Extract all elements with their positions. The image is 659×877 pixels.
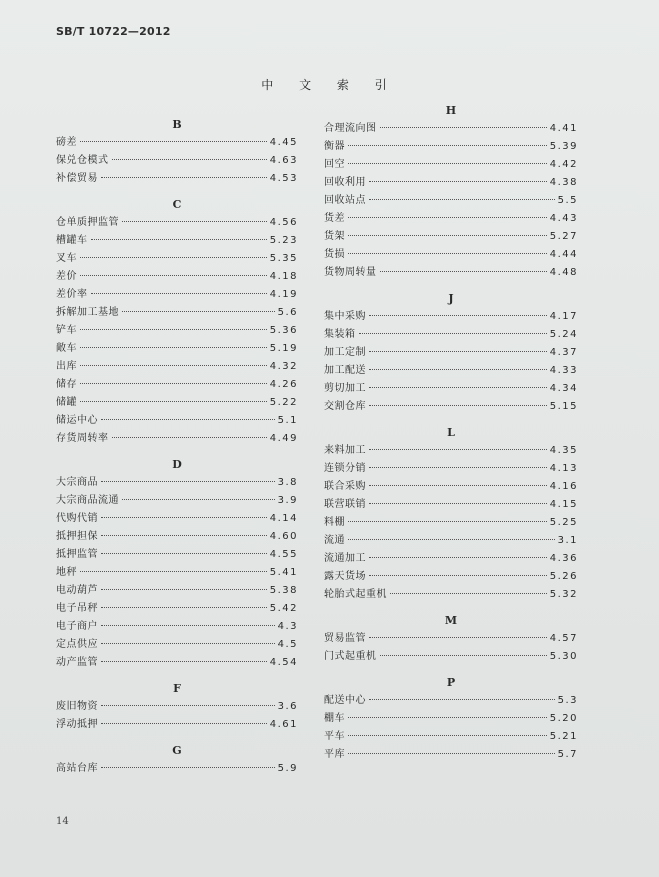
section-letter-d: D (172, 458, 182, 471)
index-entry (324, 174, 578, 192)
index-entry (324, 648, 578, 666)
index-term: 抵押监管 (56, 549, 98, 560)
clause-number: 5.3 (557, 695, 578, 706)
clause-number: 4.36 (549, 553, 578, 564)
clause-number: 4.32 (269, 361, 298, 372)
index-term: 衡器 (324, 141, 345, 152)
index-term: 补偿贸易 (56, 173, 98, 184)
index-term: 贸易监管 (324, 633, 366, 644)
index-entry (324, 460, 578, 478)
dot-leader (101, 723, 267, 724)
dot-leader (122, 311, 275, 312)
index-entry (56, 636, 298, 654)
section-letter-m: M (444, 614, 458, 627)
standard-number: SB/T 10722—2012 (56, 25, 171, 38)
dot-leader (80, 383, 267, 384)
index-entry (56, 268, 298, 286)
index-term: 电子吊秤 (56, 603, 98, 614)
index-entry (324, 496, 578, 514)
dot-leader (369, 637, 547, 638)
index-term: 仓单质押监管 (56, 217, 119, 228)
index-term: 加工配送 (324, 365, 366, 376)
index-term: 代购代销 (56, 513, 98, 524)
index-entry (56, 510, 298, 528)
section-letter-b: B (172, 118, 182, 131)
section-letter-c: C (172, 198, 182, 211)
dot-leader (359, 333, 547, 334)
index-term: 货物周转量 (324, 267, 377, 278)
index-term: 货架 (324, 231, 345, 242)
clause-number: 5.5 (557, 195, 578, 206)
index-title: 中 文 索 引 (261, 78, 398, 92)
clause-number: 5.24 (549, 329, 578, 340)
index-entry (324, 728, 578, 746)
clause-number: 3.9 (277, 495, 298, 506)
dot-leader (80, 329, 267, 330)
dot-leader (369, 387, 547, 388)
clause-number: 5.25 (549, 517, 578, 528)
clause-number: 4.57 (549, 633, 578, 644)
index-term: 联营联销 (324, 499, 366, 510)
clause-number: 5.1 (277, 415, 298, 426)
index-entry (56, 358, 298, 376)
clause-number: 4.16 (549, 481, 578, 492)
index-term: 合理流向图 (324, 123, 377, 134)
index-entry (56, 286, 298, 304)
dot-leader (369, 369, 547, 370)
index-entry (56, 152, 298, 170)
index-entry (56, 546, 298, 564)
index-entry (56, 304, 298, 322)
index-entry (324, 156, 578, 174)
index-column-left (56, 116, 298, 778)
dot-leader (369, 467, 547, 468)
index-term: 出库 (56, 361, 77, 372)
dot-leader (122, 499, 275, 500)
index-term: 电动葫芦 (56, 585, 98, 596)
clause-number: 4.48 (549, 267, 578, 278)
index-term: 剪切加工 (324, 383, 366, 394)
index-entry (324, 228, 578, 246)
dot-leader (101, 661, 267, 662)
index-entry (324, 138, 578, 156)
index-entry (324, 532, 578, 550)
clause-number: 5.21 (549, 731, 578, 742)
clause-number: 4.33 (549, 365, 578, 376)
index-term: 回收站点 (324, 195, 366, 206)
index-term: 棚车 (324, 713, 345, 724)
index-term: 电子商户 (56, 621, 98, 632)
index-entry (56, 250, 298, 268)
clause-number: 4.54 (269, 657, 298, 668)
dot-leader (80, 257, 267, 258)
clause-number: 5.9 (277, 763, 298, 774)
index-term: 配送中心 (324, 695, 366, 706)
dot-leader (101, 607, 267, 608)
clause-number: 4.37 (549, 347, 578, 358)
index-entry (324, 710, 578, 728)
index-entry (56, 376, 298, 394)
dot-leader (101, 481, 275, 482)
index-entry (324, 210, 578, 228)
index-entry (56, 698, 298, 716)
index-term: 集装箱 (324, 329, 356, 340)
dot-leader (369, 699, 555, 700)
index-entry (56, 618, 298, 636)
dot-leader (348, 521, 547, 522)
index-entry (56, 492, 298, 510)
clause-number: 4.15 (549, 499, 578, 510)
dot-leader (101, 517, 267, 518)
clause-number: 5.35 (269, 253, 298, 264)
dot-leader (80, 275, 267, 276)
clause-number: 4.63 (269, 155, 298, 166)
clause-number: 4.49 (269, 433, 298, 444)
dot-leader (101, 767, 275, 768)
index-term: 料棚 (324, 517, 345, 528)
index-term: 流通 (324, 535, 345, 546)
clause-number: 4.5 (277, 639, 298, 650)
index-entry (324, 380, 578, 398)
dot-leader (101, 589, 267, 590)
index-term: 叉车 (56, 253, 77, 264)
dot-leader (348, 539, 555, 540)
index-entry (324, 568, 578, 586)
index-term: 铲车 (56, 325, 77, 336)
dot-leader (348, 145, 547, 146)
dot-leader (101, 535, 267, 536)
index-entry (324, 692, 578, 710)
clause-number: 5.22 (269, 397, 298, 408)
dot-leader (369, 575, 547, 576)
clause-number: 5.32 (549, 589, 578, 600)
index-term: 平库 (324, 749, 345, 760)
clause-number: 5.15 (549, 401, 578, 412)
dot-leader (369, 503, 547, 504)
clause-number: 4.19 (269, 289, 298, 300)
index-term: 地秤 (56, 567, 77, 578)
clause-number: 4.38 (549, 177, 578, 188)
index-entry (56, 430, 298, 448)
dot-leader (101, 705, 275, 706)
clause-number: 5.42 (269, 603, 298, 614)
dot-leader (91, 239, 267, 240)
index-entry (324, 586, 578, 604)
clause-number: 4.18 (269, 271, 298, 282)
clause-number: 3.6 (277, 701, 298, 712)
clause-number: 5.26 (549, 571, 578, 582)
index-entry (56, 582, 298, 600)
dot-leader (369, 557, 547, 558)
index-entry (324, 550, 578, 568)
index-entry (56, 654, 298, 672)
dot-leader (348, 717, 547, 718)
index-entry (56, 340, 298, 358)
dot-leader (80, 365, 267, 366)
index-term: 轮胎式起重机 (324, 589, 387, 600)
clause-number: 5.36 (269, 325, 298, 336)
index-term: 磅差 (56, 137, 77, 148)
index-term: 货损 (324, 249, 345, 260)
index-term: 连锁分销 (324, 463, 366, 474)
page-number: 14 (56, 816, 69, 827)
index-entry (56, 716, 298, 734)
index-entry (56, 232, 298, 250)
index-entry (56, 394, 298, 412)
dot-leader (369, 199, 555, 200)
index-term: 联合采购 (324, 481, 366, 492)
dot-leader (380, 271, 547, 272)
clause-number: 5.41 (269, 567, 298, 578)
index-term: 槽罐车 (56, 235, 88, 246)
index-column-right (324, 102, 578, 764)
dot-leader (348, 163, 547, 164)
index-entry (324, 246, 578, 264)
dot-leader (369, 181, 547, 182)
index-term: 存货周转率 (56, 433, 109, 444)
index-entry (56, 134, 298, 152)
dot-leader (122, 221, 267, 222)
index-entry (324, 326, 578, 344)
clause-number: 4.17 (549, 311, 578, 322)
index-entry (56, 564, 298, 582)
index-entry (56, 760, 298, 778)
index-entry (324, 442, 578, 460)
dot-leader (369, 405, 547, 406)
clause-number: 4.14 (269, 513, 298, 524)
dot-leader (348, 253, 547, 254)
clause-number: 4.55 (269, 549, 298, 560)
index-term: 浮动抵押 (56, 719, 98, 730)
dot-leader (348, 235, 547, 236)
index-term: 定点供应 (56, 639, 98, 650)
clause-number: 4.45 (269, 137, 298, 148)
section-letter-f: F (173, 682, 181, 695)
clause-number: 4.34 (549, 383, 578, 394)
index-term: 废旧物资 (56, 701, 98, 712)
index-entry (324, 264, 578, 282)
dot-leader (112, 437, 267, 438)
clause-number: 3.8 (277, 477, 298, 488)
index-term: 大宗商品流通 (56, 495, 119, 506)
index-entry (56, 600, 298, 618)
clause-number: 5.30 (549, 651, 578, 662)
index-entry (56, 528, 298, 546)
clause-number: 4.53 (269, 173, 298, 184)
index-term: 储存 (56, 379, 77, 390)
index-entry (324, 514, 578, 532)
dot-leader (101, 643, 275, 644)
clause-number: 4.43 (549, 213, 578, 224)
dot-leader (101, 553, 267, 554)
section-letter-h: H (445, 104, 457, 117)
clause-number: 5.7 (557, 749, 578, 760)
index-entry (324, 746, 578, 764)
index-term: 差价率 (56, 289, 88, 300)
index-entry (324, 344, 578, 362)
dot-leader (348, 217, 547, 218)
clause-number: 4.13 (549, 463, 578, 474)
index-entry (56, 474, 298, 492)
clause-number: 5.20 (549, 713, 578, 724)
section-letter-l: L (447, 426, 455, 439)
dot-leader (80, 347, 267, 348)
index-entry (324, 192, 578, 210)
dot-leader (348, 753, 555, 754)
dot-leader (369, 485, 547, 486)
clause-number: 4.56 (269, 217, 298, 228)
clause-number: 5.6 (277, 307, 298, 318)
index-term: 流通加工 (324, 553, 366, 564)
dot-leader (80, 571, 267, 572)
dot-leader (369, 351, 547, 352)
index-term: 大宗商品 (56, 477, 98, 488)
clause-number: 5.27 (549, 231, 578, 242)
index-entry (56, 322, 298, 340)
index-term: 回空 (324, 159, 345, 170)
dot-leader (80, 141, 267, 142)
index-term: 保兑仓模式 (56, 155, 109, 166)
index-entry (56, 214, 298, 232)
index-term: 加工定制 (324, 347, 366, 358)
dot-leader (101, 625, 275, 626)
dot-leader (380, 127, 547, 128)
index-term: 拆解加工基地 (56, 307, 119, 318)
dot-leader (369, 315, 547, 316)
index-term: 储运中心 (56, 415, 98, 426)
index-term: 高站台库 (56, 763, 98, 774)
index-term: 差价 (56, 271, 77, 282)
dot-leader (80, 401, 267, 402)
clause-number: 3.1 (557, 535, 578, 546)
index-term: 门式起重机 (324, 651, 377, 662)
clause-number: 5.23 (269, 235, 298, 246)
dot-leader (380, 655, 547, 656)
dot-leader (369, 449, 547, 450)
index-term: 来料加工 (324, 445, 366, 456)
clause-number: 4.44 (549, 249, 578, 260)
dot-leader (112, 159, 267, 160)
index-term: 交割仓库 (324, 401, 366, 412)
index-term: 集中采购 (324, 311, 366, 322)
dot-leader (91, 293, 267, 294)
dot-leader (101, 419, 275, 420)
index-entry (56, 170, 298, 188)
dot-leader (101, 177, 267, 178)
index-entry (324, 630, 578, 648)
clause-number: 5.19 (269, 343, 298, 354)
section-letter-p: P (446, 676, 456, 689)
clause-number: 4.35 (549, 445, 578, 456)
section-letter-g: G (172, 744, 182, 757)
index-term: 动产监管 (56, 657, 98, 668)
index-term: 平车 (324, 731, 345, 742)
clause-number: 4.42 (549, 159, 578, 170)
index-term: 露天货场 (324, 571, 366, 582)
index-entry (324, 362, 578, 380)
index-term: 回收利用 (324, 177, 366, 188)
index-term: 抵押担保 (56, 531, 98, 542)
clause-number: 4.26 (269, 379, 298, 390)
index-term: 货差 (324, 213, 345, 224)
section-letter-j: J (448, 292, 454, 305)
clause-number: 4.41 (549, 123, 578, 134)
index-entry (324, 478, 578, 496)
index-entry (56, 412, 298, 430)
index-entry (324, 398, 578, 416)
clause-number: 5.39 (549, 141, 578, 152)
clause-number: 5.38 (269, 585, 298, 596)
dot-leader (390, 593, 547, 594)
clause-number: 4.60 (269, 531, 298, 542)
clause-number: 4.3 (277, 621, 298, 632)
index-entry (324, 120, 578, 138)
clause-number: 4.61 (269, 719, 298, 730)
index-term: 敞车 (56, 343, 77, 354)
index-term: 储罐 (56, 397, 77, 408)
dot-leader (348, 735, 547, 736)
index-entry (324, 308, 578, 326)
